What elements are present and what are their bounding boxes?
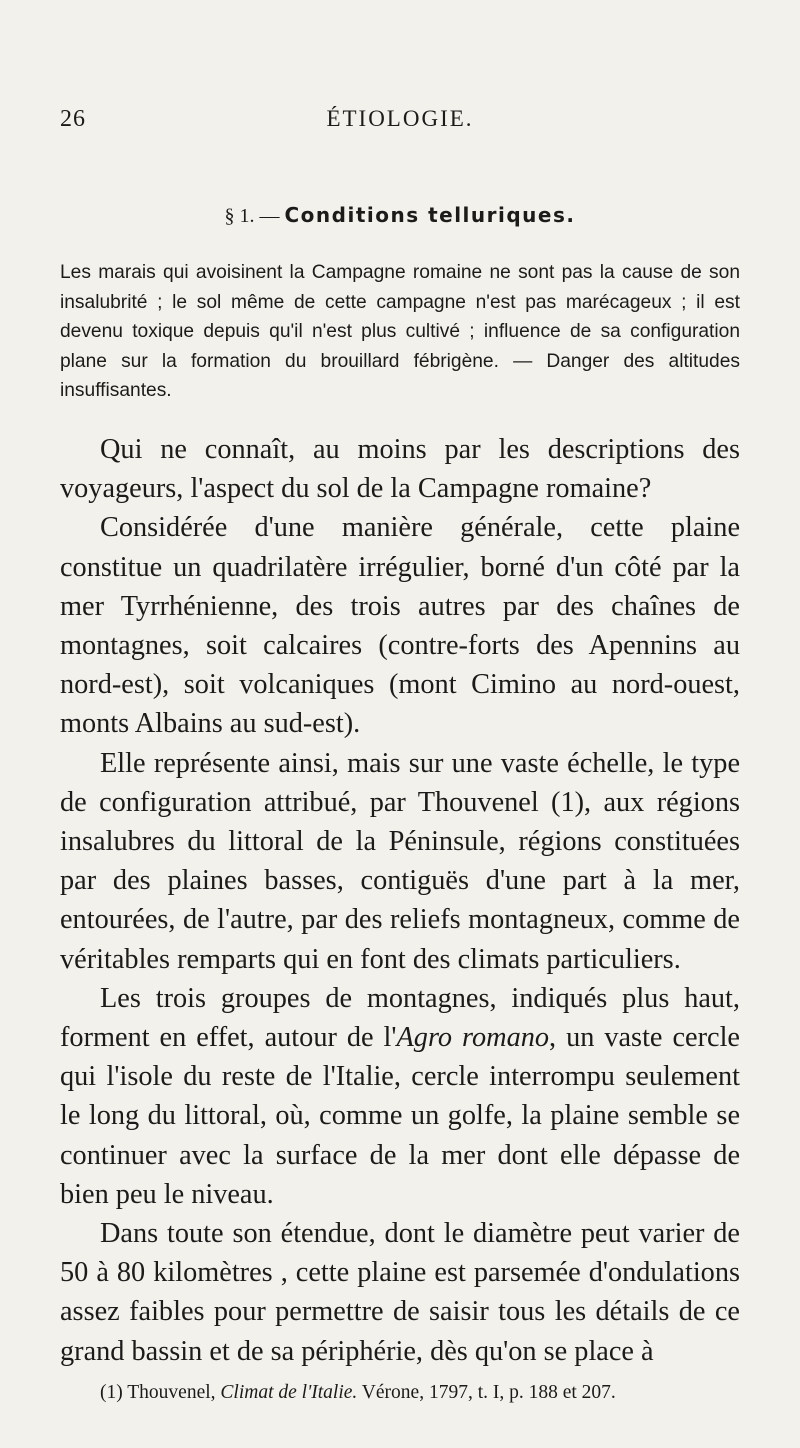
- footnote-end: Vérone, 1797, t. I, p. 188 et 207.: [357, 1382, 616, 1403]
- page-number: 26: [60, 106, 86, 132]
- agro-romano-term: Agro romano: [396, 1022, 550, 1054]
- paragraph-1: Qui ne connaît, au moins par les descriptions des voyageurs, l'aspect du sol de la Campagne romaine?: [60, 434, 740, 505]
- footnote-start: (1) Thouvenel,: [100, 1382, 221, 1403]
- section-title: Conditions telluriques.: [284, 203, 576, 227]
- paragraph-4-start: Les trois groupes de montagnes, indiqués plus haut, forment en effet, autour de l': [60, 982, 740, 1054]
- paragraph-4: [60, 979, 740, 1214]
- running-head: [60, 106, 740, 136]
- footnote: [60, 1380, 740, 1406]
- section-heading: [0, 203, 800, 228]
- running-title: ÉTIOLOGIE.: [326, 106, 474, 131]
- section-summary: Les marais qui avoisinent la Campagne romaine ne sont pas la cause de son insalubrité ; le sol même de cette campagne n'est pas marécageux ; il est devenu toxique depuis qu'il n'est plus cultivé ; influence de sa configuration plane sur la formation du brouillard fébrigène. — Danger des altitudes insuffisantes.: [60, 262, 740, 401]
- paragraph-2: Considérée d'une manière générale, cette plaine constitue un quadrilatère irrégulier, borné d'un côté par la mer Tyrrhénienne, des trois autres par des chaînes de montagnes, soit calcaires (contre-forts des Apennins au nord-est), soit volcaniques (mont Cimino au nord-ouest, monts Albains au sud-est).: [60, 512, 740, 740]
- section-number: § 1. —: [224, 205, 280, 227]
- paragraph-5: Dans toute son étendue, dont le diamètre peut varier de 50 à 80 kilomètres , cette plaine est parsemée d'ondulations assez faibles pour permettre de saisir tous les détails de ce grand bassin et de sa périphérie, dès qu'on se place à: [60, 1218, 740, 1367]
- footnote-work-title: Climat de l'Italie.: [220, 1382, 358, 1403]
- paragraph-4-end: , un vaste cercle qui l'isole du reste de l'Italie, cercle interrompu seulement le long du littoral, où, comme un golfe, la plaine semble se continuer avec la surface de la mer dont elle dépasse de bien peu le niveau.: [60, 1022, 740, 1210]
- paragraph-3: Elle représente ainsi, mais sur une vaste échelle, le type de configuration attribué, par Thouvenel (1), aux régions insalubres du littoral de la Péninsule, régions constituées par des plaines basses, contiguës d'une part à la mer, entourées, de l'autre, par des reliefs montagneux, comme de véritables remparts qui en font des climats particuliers.: [60, 747, 740, 975]
- body-text: [60, 430, 740, 1371]
